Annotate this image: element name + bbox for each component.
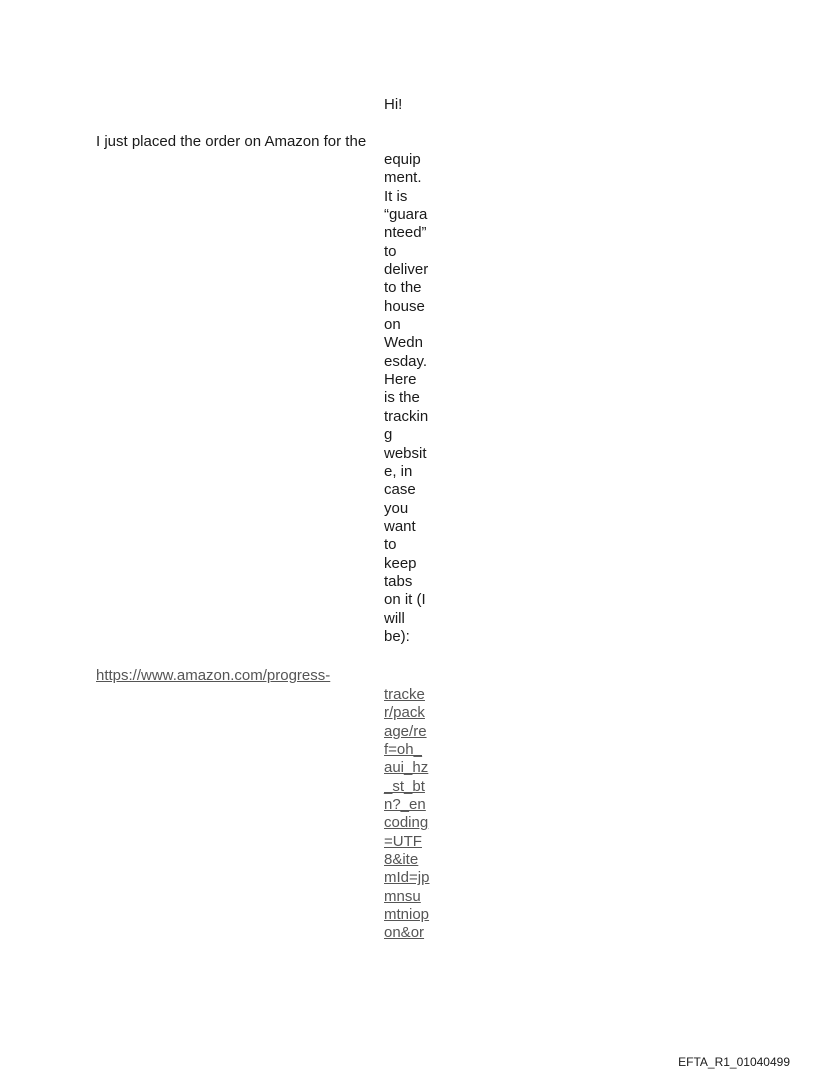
message-body: [384, 151, 428, 646]
message-line: ment.: [384, 169, 422, 187]
message-line: e, in: [384, 462, 413, 480]
tracking-link-line[interactable]: mnsu: [384, 887, 421, 905]
message-line: be):: [384, 627, 410, 645]
message-line: is the: [384, 389, 420, 407]
message-line: case: [384, 481, 416, 499]
message-line: Wedn: [384, 334, 423, 352]
message-line: websit: [384, 444, 427, 462]
message-line: equip: [384, 151, 421, 168]
tracking-link-line[interactable]: mtniop: [384, 906, 430, 924]
tracking-link-line[interactable]: tracke: [384, 686, 425, 703]
message-line: on it (I: [384, 591, 426, 609]
tracking-link-line[interactable]: coding: [384, 814, 429, 832]
tracking-link-line[interactable]: r/pack: [384, 704, 425, 722]
intro-text: I just placed the order on Amazon for the: [96, 133, 367, 150]
message-line: keep: [384, 554, 417, 572]
tracking-link-line[interactable]: on&or: [384, 924, 425, 942]
message-line: esday.: [384, 352, 428, 370]
tracking-link-line[interactable]: 8&ite: [384, 851, 419, 869]
message-line: to the: [384, 279, 422, 297]
tracking-link-continuation[interactable]: [384, 686, 429, 943]
message-line: nteed”: [384, 224, 427, 242]
message-line: It is: [384, 187, 408, 205]
tracking-link-line[interactable]: aui_hz: [384, 759, 429, 777]
message-line: to: [384, 242, 397, 260]
message-line: house: [384, 297, 425, 315]
message-line: trackin: [384, 407, 429, 425]
message-line: on: [384, 316, 401, 334]
message-line: tabs: [384, 572, 413, 590]
message-line: deliver: [384, 261, 429, 279]
message-line: Here: [384, 371, 417, 389]
tracking-link-line[interactable]: n?_en: [384, 796, 426, 814]
message-line: want: [384, 517, 416, 535]
tracking-link-line[interactable]: _st_bt: [384, 777, 425, 795]
message-line: you: [384, 499, 409, 517]
greeting-text: Hi!: [384, 96, 403, 113]
message-line: to: [384, 536, 397, 554]
message-line: “guara: [384, 206, 428, 224]
message-line: will: [384, 609, 405, 627]
bates-number: EFTA_R1_01040499: [678, 1055, 790, 1069]
tracking-link-line[interactable]: =UTF: [384, 832, 422, 850]
tracking-link-line[interactable]: age/re: [384, 722, 427, 740]
tracking-link-line[interactable]: f=oh_: [384, 741, 422, 759]
tracking-link-line[interactable]: mId=jp: [384, 869, 430, 887]
tracking-link[interactable]: https://www.amazon.com/progress-: [96, 667, 331, 684]
message-line: g: [384, 426, 393, 444]
